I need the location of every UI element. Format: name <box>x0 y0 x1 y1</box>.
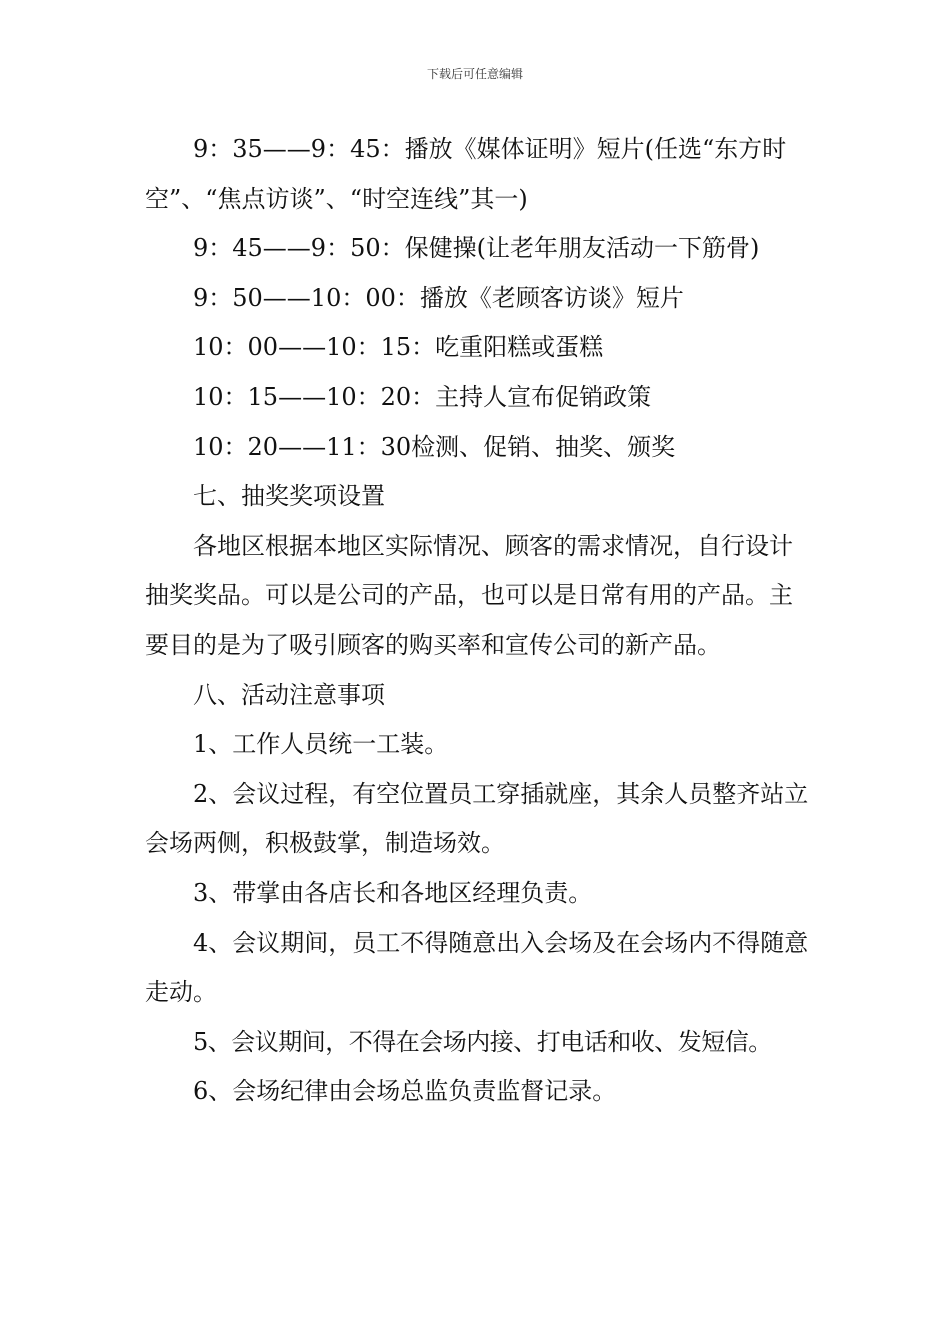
note-item-6: 6、会场纪律由会场总监负责监督记录。 <box>193 1077 617 1106</box>
page-header-note: 下载后可任意编辑 <box>426 67 523 81</box>
schedule-item-promotion-policy: 10：15——10：20：主持人宣布促销政策 <box>193 382 652 411</box>
document-body <box>145 125 810 1117</box>
schedule-item-cake: 10：00——10：15：吃重阳糕或蛋糕 <box>193 333 604 362</box>
note-item-4: 4、会议期间，员工不得随意出入会场及在会场内不得随意走动。 <box>145 928 809 1007</box>
section-heading-prize-settings: 七、抽奖奖项设置 <box>193 482 385 511</box>
section-heading-notes: 八、活动注意事项 <box>193 680 385 709</box>
note-item-1: 1、工作人员统一工装。 <box>193 730 449 759</box>
note-item-3: 3、带掌由各店长和各地区经理负责。 <box>193 878 593 907</box>
prize-settings-paragraph: 各地区根据本地区实际情况、顾客的需求情况，自行设计抽奖奖品。可以是公司的产品，也可以是日常有用的产品。主要目的是为了吸引顾客的购买率和宣传公司的新产品。 <box>145 531 793 659</box>
schedule-item-lottery: 10：20——11：30检测、促销、抽奖、颁奖 <box>193 432 676 461</box>
schedule-item-exercise: 9：45——9：50：保健操(让老年朋友活动一下筋骨) <box>193 234 760 263</box>
schedule-item-customer-interview: 9：50——10：00：播放《老顾客访谈》短片 <box>193 283 684 312</box>
note-item-5: 5、会议期间，不得在会场内接、打电话和收、发短信。 <box>193 1027 772 1056</box>
note-item-2: 2、会议过程，有空位置员工穿插就座，其余人员整齐站立会场两侧，积极鼓掌，制造场效。 <box>145 779 809 858</box>
schedule-item-media-proof: 9：35——9：45：播放《媒体证明》短片(任选“东方时空”、“焦点访谈”、“时空连线”其一) <box>145 135 787 213</box>
